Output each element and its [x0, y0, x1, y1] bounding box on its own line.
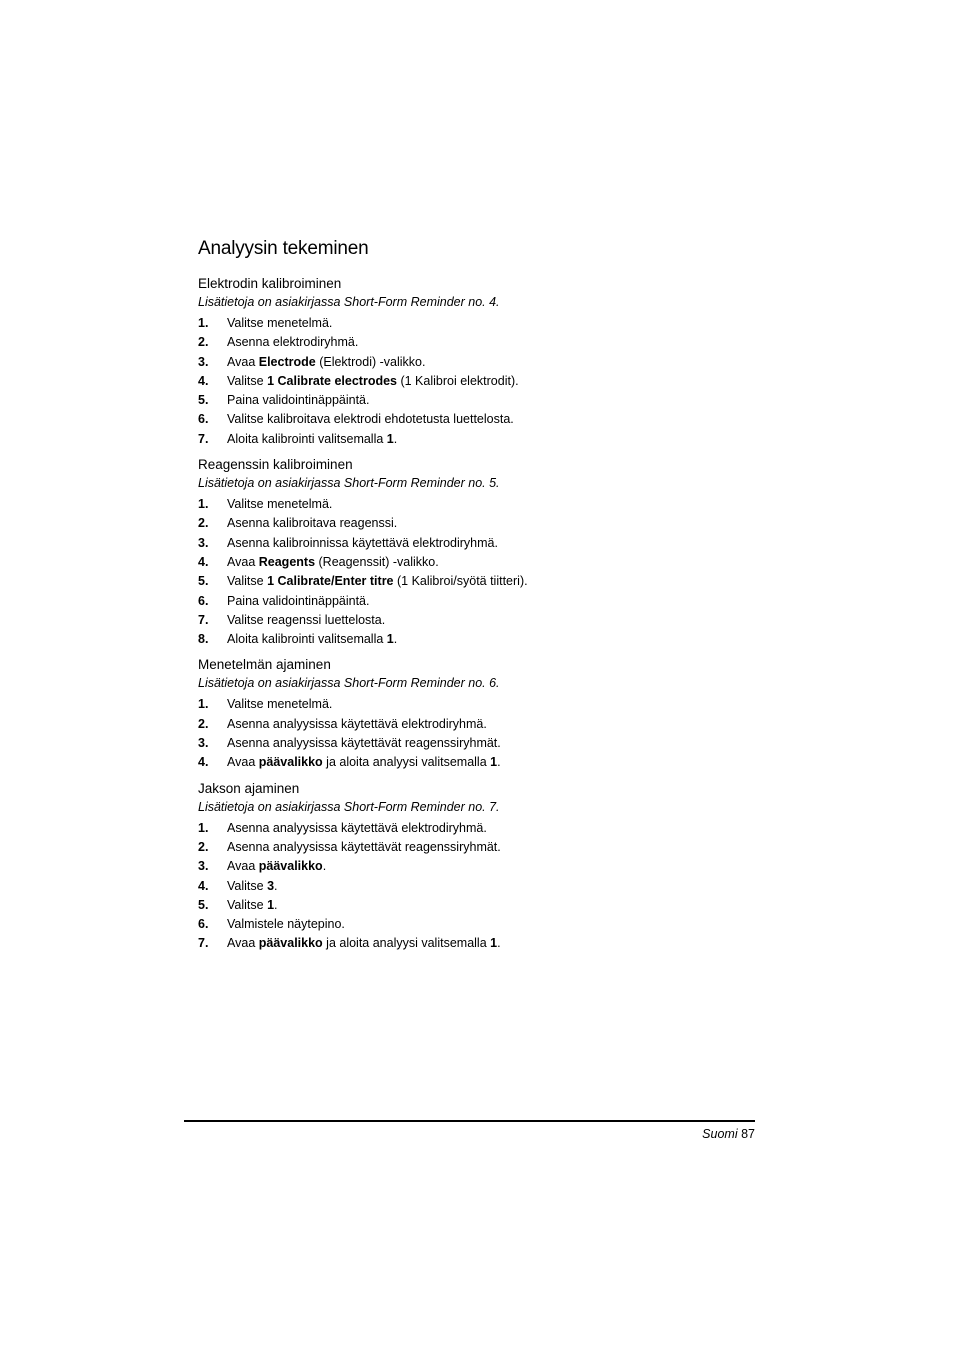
step-number: 6. [198, 917, 209, 932]
step-item [198, 353, 758, 372]
step-text-part: Valitse menetelmä. [227, 697, 333, 712]
step-text-part: Valitse [227, 897, 268, 912]
section-reference: Lisätietoja on asiakirjassa Short-Form Reminder no. 6. [198, 676, 500, 691]
step-text-part: Paina validointinäppäintä. [227, 393, 370, 408]
step-keyword: päävalikko [258, 859, 323, 874]
step-number: 2. [198, 516, 209, 531]
footer-language: Suomi [702, 1127, 738, 1141]
step-text-part: Valitse kalibroitava elektrodi ehdotetusta luettelosta. [227, 412, 514, 427]
step-item [198, 715, 758, 734]
step-text-part: Valitse [227, 373, 268, 388]
step-keyword: 1 [386, 431, 394, 446]
step-number: 4. [198, 373, 209, 388]
step-item [198, 572, 758, 591]
step-item [198, 896, 758, 915]
step-number: 2. [198, 335, 209, 350]
section-heading: Elektrodin kalibroiminen [198, 276, 342, 291]
step-text [227, 838, 501, 857]
step-number: 7. [198, 431, 209, 446]
step-text-part: Valitse reagenssi luettelosta. [227, 612, 386, 627]
step-text-part: Avaa [227, 554, 259, 569]
section-heading: Menetelmän ajaminen [198, 657, 331, 673]
step-item [198, 753, 758, 772]
step-keyword: päävalikko [258, 755, 323, 770]
section-reference: Lisätietoja on asiakirjassa Short-Form Reminder no. 5. [198, 476, 500, 491]
step-text-part: Asenna analyysissa käytettävä elektrodiryhmä. [227, 716, 487, 731]
step-text-part: Avaa [227, 354, 259, 369]
step-number: 6. [198, 412, 209, 427]
step-text [227, 495, 332, 514]
step-text-part: . [497, 936, 501, 951]
section-heading: Reagenssin kalibroiminen [198, 457, 353, 473]
step-text-part: . [393, 632, 398, 647]
page-footer [600, 1126, 755, 1142]
step-text-part: Aloita kalibrointi valitsemalla [227, 632, 387, 647]
step-text-part: Avaa [227, 859, 259, 874]
step-keyword: 3 [267, 878, 275, 893]
step-text [227, 572, 528, 591]
step-keyword: 1 [490, 755, 498, 770]
step-item [198, 553, 758, 572]
step-text-part: Avaa [227, 936, 259, 951]
step-number: 7. [198, 612, 209, 627]
step-item [198, 534, 758, 553]
step-text-part: . [274, 878, 278, 893]
step-text-part: . [393, 431, 398, 446]
step-text [227, 819, 487, 838]
step-item [198, 514, 758, 533]
step-text [227, 333, 358, 352]
step-text [227, 372, 519, 391]
step-text-part: Valmistele näytepino. [227, 917, 345, 932]
procedure-section [198, 274, 758, 449]
step-item [198, 314, 758, 333]
section-reference: Lisätietoja on asiakirjassa Short-Form Reminder no. 4. [198, 295, 500, 309]
step-item [198, 430, 758, 449]
step-item [198, 611, 758, 630]
sections-container [198, 274, 758, 954]
step-number: 4. [198, 755, 209, 770]
step-number: 3. [198, 535, 209, 550]
step-text-part: (Reagenssit) -valikko. [315, 554, 439, 569]
page-title: Analyysin tekeminen [198, 238, 369, 259]
procedure-section [198, 779, 758, 954]
step-text-part: Aloita kalibrointi valitsemalla [227, 431, 387, 446]
step-text-part: Asenna analyysissa käytettävät reagenssiryhmät. [227, 839, 501, 854]
step-number: 2. [198, 716, 209, 731]
step-item [198, 333, 758, 352]
step-item [198, 495, 758, 514]
step-text-part: . [322, 859, 327, 874]
step-keyword: 1 [490, 936, 498, 951]
step-item [198, 934, 758, 953]
step-keyword: päävalikko [258, 936, 323, 951]
step-text-part: (1 Kalibroi elektrodit). [397, 373, 519, 388]
step-number: 1. [198, 497, 209, 512]
step-item [198, 630, 758, 649]
step-number: 4. [198, 554, 209, 569]
step-text [227, 715, 487, 734]
step-item [198, 592, 758, 611]
step-item [198, 838, 758, 857]
step-text-part: . [497, 755, 501, 770]
step-number: 7. [198, 936, 209, 951]
step-number: 1. [198, 316, 209, 330]
step-text [227, 611, 385, 630]
step-number: 5. [198, 897, 209, 912]
step-text-part: Valitse menetelmä. [227, 316, 333, 330]
step-number: 2. [198, 839, 209, 854]
step-item [198, 915, 758, 934]
step-item [198, 372, 758, 391]
step-item [198, 734, 758, 753]
step-number: 5. [198, 574, 209, 589]
section-heading: Jakson ajaminen [198, 780, 300, 796]
step-keyword: 1 Calibrate/Enter titre [267, 574, 394, 589]
step-list [198, 314, 758, 449]
step-text [227, 896, 278, 915]
step-text [227, 430, 397, 449]
step-text-part: Asenna analyysissa käytettävät reagenssiryhmät. [227, 736, 501, 751]
step-text [227, 934, 501, 953]
step-text-part: ja aloita analyysi valitsemalla [322, 755, 491, 770]
step-text-part: Valitse [227, 574, 268, 589]
step-text [227, 314, 332, 333]
step-item [198, 695, 758, 714]
step-text-part: Valitse menetelmä. [227, 497, 333, 512]
step-text-part: Paina validointinäppäintä. [227, 593, 370, 608]
step-number: 3. [198, 859, 209, 874]
step-text [227, 857, 326, 876]
footer-rule [184, 1120, 755, 1122]
procedure-section [198, 455, 758, 649]
step-item [198, 391, 758, 410]
step-text-part: ja aloita analyysi valitsemalla [322, 936, 491, 951]
step-text [227, 534, 498, 553]
step-list [198, 495, 758, 649]
step-text-part: Asenna kalibroinnissa käytettävä elektrodiryhmä. [227, 535, 498, 550]
step-text-part: Asenna analyysissa käytettävä elektrodiryhmä. [227, 820, 487, 835]
step-text-part: Valitse [227, 878, 268, 893]
step-item [198, 819, 758, 838]
step-keyword: 1 [386, 632, 394, 647]
step-list [198, 819, 758, 954]
step-text [227, 915, 345, 934]
step-number: 1. [198, 697, 209, 712]
step-text-part: (Elektrodi) -valikko. [315, 354, 426, 369]
page-content [198, 236, 758, 960]
step-list [198, 695, 758, 772]
step-text [227, 753, 501, 772]
step-text-part: Asenna kalibroitava reagenssi. [227, 516, 398, 531]
section-reference: Lisätietoja on asiakirjassa Short-Form Reminder no. 7. [198, 799, 500, 814]
step-text-part: Asenna elektrodiryhmä. [227, 335, 359, 350]
step-number: 8. [198, 632, 209, 647]
step-text [227, 553, 439, 572]
step-text [227, 630, 397, 649]
step-text [227, 877, 278, 896]
step-text-part: . [274, 897, 278, 912]
step-number: 3. [198, 354, 209, 369]
step-text [227, 695, 332, 714]
step-number: 6. [198, 593, 209, 608]
step-text-part: Avaa [227, 755, 259, 770]
step-text [227, 391, 369, 410]
step-number: 3. [198, 736, 209, 751]
step-item [198, 410, 758, 429]
step-keyword: Reagents [258, 554, 316, 569]
step-text [227, 353, 425, 372]
step-keyword: Electrode [258, 354, 316, 369]
footer-page-number: 87 [741, 1127, 755, 1141]
step-item [198, 877, 758, 896]
step-text [227, 734, 501, 753]
step-number: 4. [198, 878, 209, 893]
step-text [227, 514, 397, 533]
step-number: 1. [198, 820, 209, 835]
step-text [227, 592, 369, 611]
step-item [198, 857, 758, 876]
step-keyword: 1 [267, 897, 275, 912]
step-text-part: (1 Kalibroi/syötä tiitteri). [393, 574, 528, 589]
step-number: 5. [198, 393, 209, 408]
procedure-section [198, 655, 758, 772]
step-keyword: 1 Calibrate electrodes [267, 373, 397, 388]
step-text [227, 410, 514, 429]
